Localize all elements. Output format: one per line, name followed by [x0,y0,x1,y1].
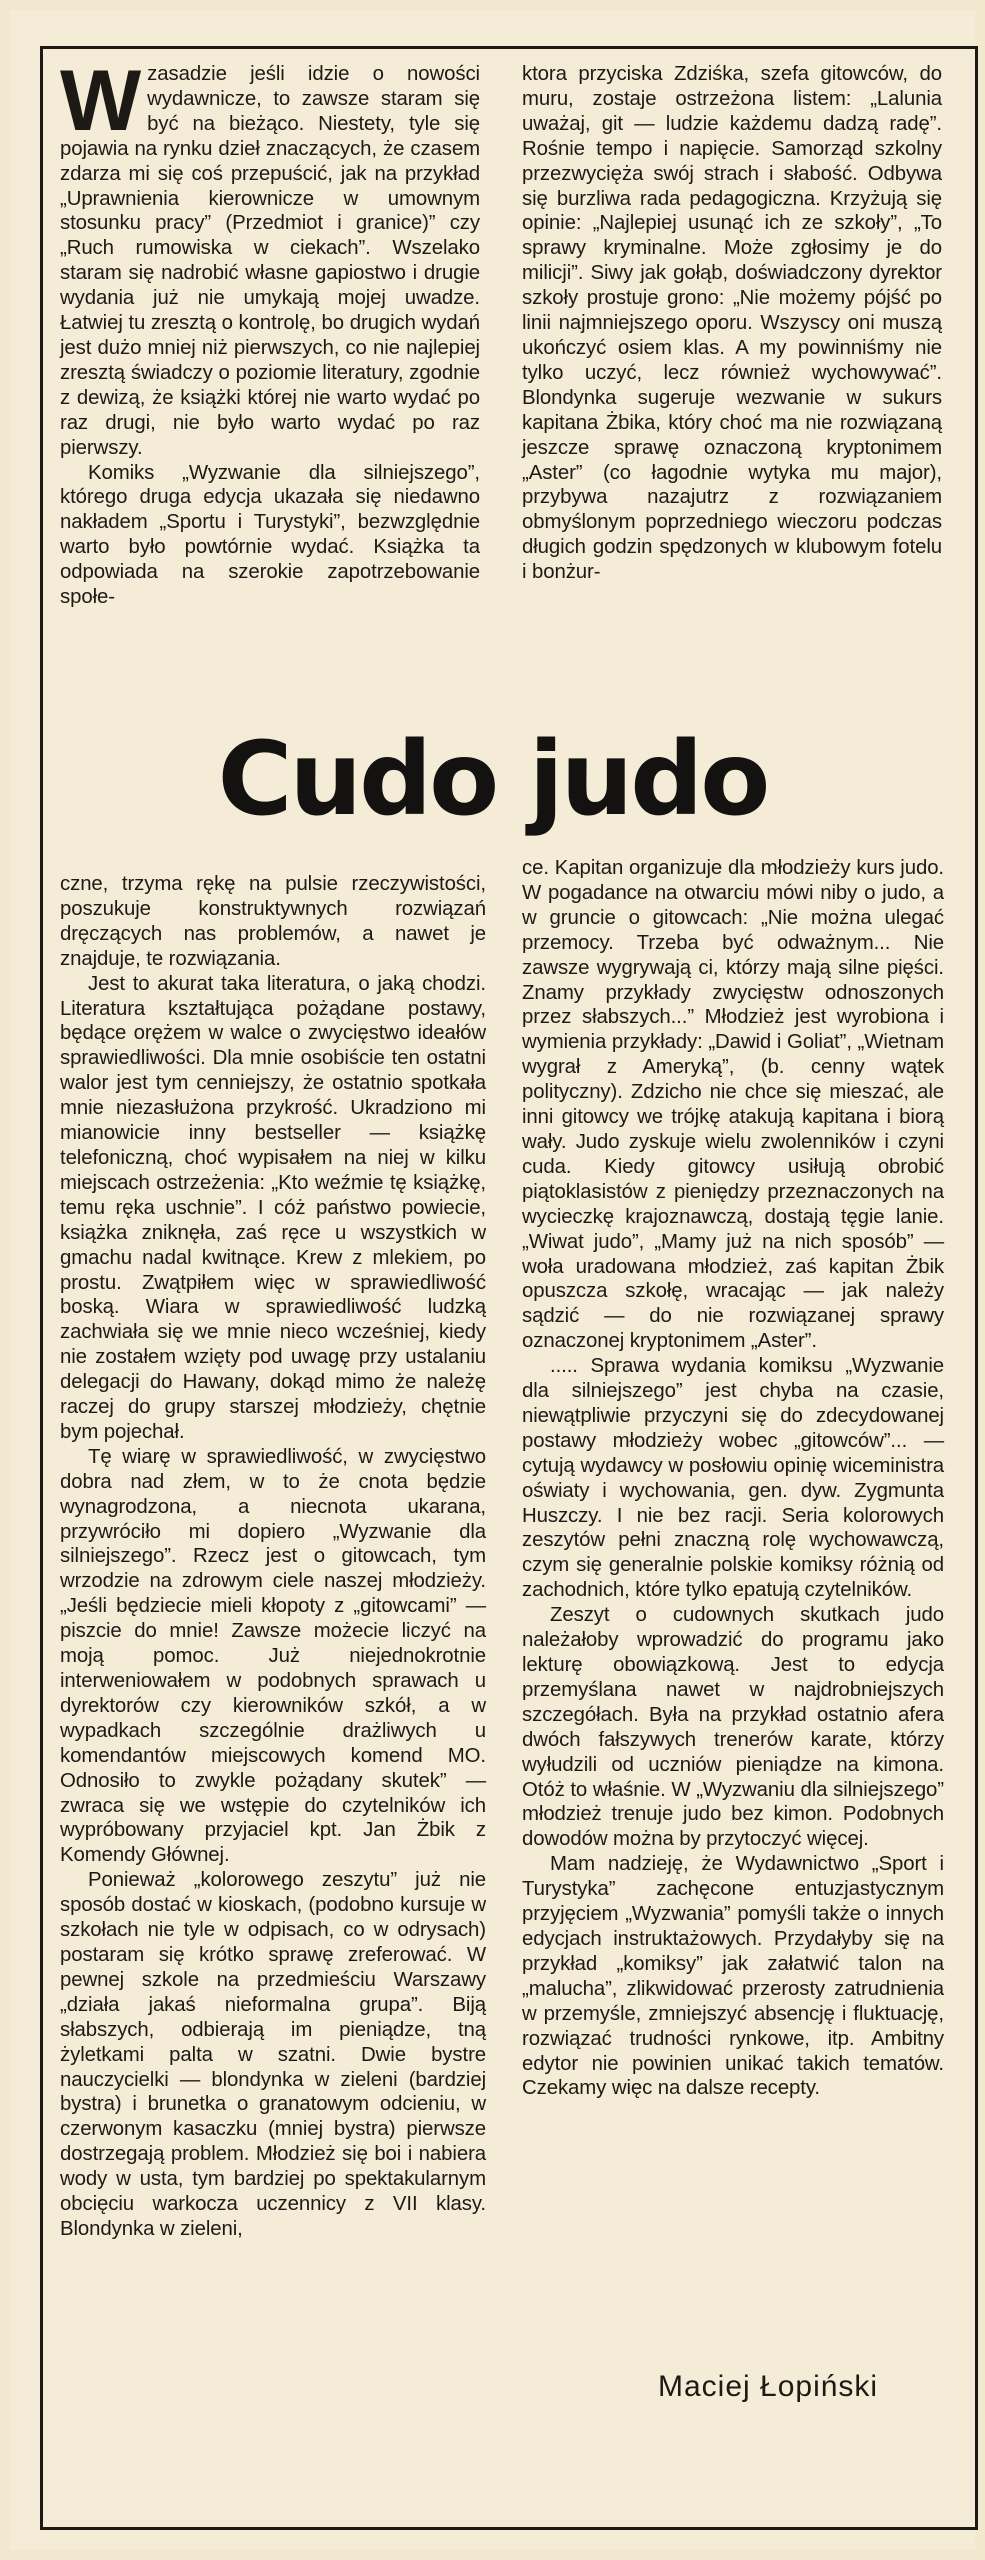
column-top-left [60,53,480,610]
paragraph: Tę wiarę w sprawiedliwość, w zwycięstwo dobra nad złem, w to że cnota będzie wynagrodzona, a niecnota ukarana, przywróciło mi dopiero „Wyzwanie dla silniejszego”. Rzecz jest o gitowcach, tym wrzodzie na zdrowym ciele naszej młodzieży. „Jeśli będziecie mieli kłopoty z „gitowcami” — piszcie do mnie! Zawsze możecie liczyć na moją pomoc. Już niejednokrotnie interweniowałem w podobnych sprawach u dyrektorów czy kierowników szkół, a w wypadkach szczególnie drażliwych u komendantów miejscowych komend MO. Odnosiło to zwykle pożądany skutek” — zwraca się we wstępie do czytelników ich wypróbowany przyjaciel kpt. Jan Żbik z Komendy Głównej. [60,1445,486,1867]
paragraph: Zeszyt o cudownych skutkach judo należałoby wprowadzić do programu jako lekturę obowiązkową. Jest to edycja przemyślana nawet w najdrobniejszych szczegółach. Była na przykład ostatnio afera dwóch fałszywych trenerów karate, którzy wyłudzili od uczniów pieniądze na kimona. Otóż to właśnie. W „Wyzwaniu dla silniejszego” młodzież trenuje judo bez kimon. Podobnych dowodów można by przytoczyć więcej. [522,1604,944,1851]
paragraph: Jest to akurat taka literatura, o jaką chodzi. Literatura kształtująca pożądane postawy, będące orężem w walce o zwycięstwo ideałów sprawiedliwości. Dla mnie osobiście ten ostatni walor jest tym cenniejszy, że ostatnio spotkała mnie niezasłużona przykrość. Ukradziono mi mianowicie inny bestseller — książkę telefoniczną, choć wypisałem na niej w kilku miejscach ostrzeżenia: „Kto weźmie tę książkę, temu ręka uschnie”. I cóż państwo powiecie, książka zniknęła, zaś ręce u wszystkich w gmachu nadal kwitnące. Krew z mlekiem, po prostu. Zwątpiłem więc w sprawiedliwość boską. Wiara w sprawiedliwość ludzką zachwiała się we mnie nieco wcześniej, kiedy nie zostałem wzięty pod uwagę przy ustalaniu delegacji do Hawany, dokąd mimo że należę raczej do grupy starszej młodzieży, chętnie bym pojechał. [60,972,486,1443]
column-bottom-right [522,856,944,2101]
paragraph: Ponieważ „kolorowego zeszytu” już nie sposób dostać w kioskach, (podobno kursuje w szkołach nie tyle w odpisach, co w odrysach) postaram się krótko sprawę zreferować. W pewnej szkole na przedmieściu Warszawy „działa jakaś nieformalna grupa”. Biją słabszych, odbierają im pieniądze, tną żyletkami palta w szatni. Dwie bystre nauczycielki — blondynka w zieleni (bardziej bystra) i brunetka o granatowym odcieniu, w czerwonym kasaczku (mniej bystra) pierwsze dostrzegają problem. Młodzież się boi i nabiera wody w usta, tym bardziej po spektakularnym obcięciu warkocza uczennicy z VII klasy. Blondynka w zieleni, [60,1869,486,2240]
article-headline: Cudo judo [217,720,768,839]
paragraph: Komiks „Wyzwanie dla silniejszego”, którego druga edycja ukazała się niedawno nakładem „Sportu i Turystyki”, bezwzględnie warto było powtórnie wydać. Książka ta odpowiada na szerokie zapotrzebowanie społe- [60,461,480,609]
column-top-right [522,62,942,585]
author-signature: Maciej Łopiński [658,2370,879,2403]
paragraph: Mam nadzieję, że Wydawnictwo „Sport i Turystyka” zachęcone entuzjastycznym przyjęciem „Wyzwania” pomyśli także o innych edycjach instruktażowych. Przydałyby się na przykład „komiksy” jak załatwić talon na „malucha”, zlikwidować przerosty zatrudnienia w przemyśle, zmniejszyć absencję i fluktuację, rozwiązać trudności rynkowe, itp. Ambitny edytor nie powinien unikać takich tematów. Czekamy więc na dalsze recepty. [522,1853,944,2100]
column-bottom-left [60,872,486,2242]
paragraph: ce. Kapitan organizuje dla młodzieży kurs judo. W pogadance na otwarciu mówi niby o judo, a w gruncie o gitowcach: „Nie można ulegać przemocy. Trzeba być odważnym... Nie zawsze wygrywają ci, którzy mają silne pięści. Znamy przykłady zwycięstw odnoszonych przez słabszych...” Młodzież jest wyrobiona i wymienia przykłady: „Dawid i Goliat”, „Wietnam wygrał z Ameryką”, (b. cenny wątek polityczny). Zdzicho nie chce się mieszać, ale inni gitowcy we trójkę atakują kapitana i biorą wały. Judo zyskuje wielu zwolenników i czyni cuda. Kiedy gitowcy usiłują obrobić piątoklasistów z pieniędzy przeznaczonych na wycieczkę krajoznawczą, dostają tęgie lanie. „Wiwat judo”, „Mamy już na nich sposób” — woła uradowana młodzież, zaś kapitan Żbik opuszcza szkołę, wracając — jak należy sądzić — do nie rozwiązanej sprawy oznaczonej kryptonimem „Aster”. [522,857,944,1353]
drop-cap: W [60,53,140,149]
paragraph: ktora przyciska Zdziśka, szefa gitowców, do muru, zostaje ostrzeżona listem: „Lalunia uważaj, git — ludzie każdemu dadzą radę”. Rośnie tempo i napięcie. Samorząd szkolny przezwycięża swój strach i słabość. Odbywa się burzliwa rada pedagogiczna. Krzyżują się opinie: „Najlepiej usunąć ich ze szkoły”, „To sprawy kryminalne. Może zgłosimy je do milicji”. Siwy jak gołąb, doświadczony dyrektor szkoły prostuje grono: „Nie możemy pójść po linii najmniejszego oporu. Wszyscy oni muszą ukończyć osiem klas. A my powinniśmy nie tylko uczyć, lecz również wychowywać”. Blondynka sugeruje wezwanie w sukurs kapitana Żbika, który choć ma nie rozwiązaną jeszcze sprawę oznaczoną kryptonimem „Aster” (co łagodnie wytyka mu major), przybywa nazajutrz z rozwiązaniem obmyślonym poprzedniego wieczoru podczas długich godzin spędzonych w klubowym fotelu i bonżur- [522,63,942,584]
paragraph: czne, trzyma rękę na pulsie rzeczywistości, poszukuje konstruktywnych rozwiązań dręczących nas problemów, a nawet je znajduje, te rozwiązania. [60,873,486,970]
paragraph: ..... Sprawa wydania komiksu „Wyzwanie dla silniejszego” jest chyba na czasie, niewątpliwie przyczyni się do zdecydowanej postawy młodzieży wobec „gitowców”... — cytują wydawcy w posłowiu opinię wiceministra oświaty i wychowania, gen. dyw. Zygmunta Huszczy. I nie bez racji. Seria kolorowych zeszytów pełni znaczną rolę wychowawczą, czym się generalnie polskie komiksy różnią od zachodnich, które tylko epatują czytelników. [522,1355,944,1602]
paragraph: Wzasadzie jeśli idzie o nowości wydawnicze, to zawsze staram się być na bieżąco. Niestety, tyle się pojawia na rynku dzieł znaczących, że czasem zdarza mi się coś przepuścić, jak na przykład „Uprawnienia kierownicze w umownym stosunku pracy” (Przedmiot i granice)” czy „Ruch rumowiska w ciekach”. Wszelako staram się nadrobić własne gapiostwo i drugie wydania już nie umykają mojej uwadze. Łatwiej tu zresztą o kontrolę, bo drugich wydań jest dużo mniej niż pierwszych, co nie najlepiej zresztą świadczy o poziomie literatury, zgodnie z dewizą, że książki której nie warto wydać po raz drugi, nie było warto wydać po raz pierwszy. [60,53,480,459]
